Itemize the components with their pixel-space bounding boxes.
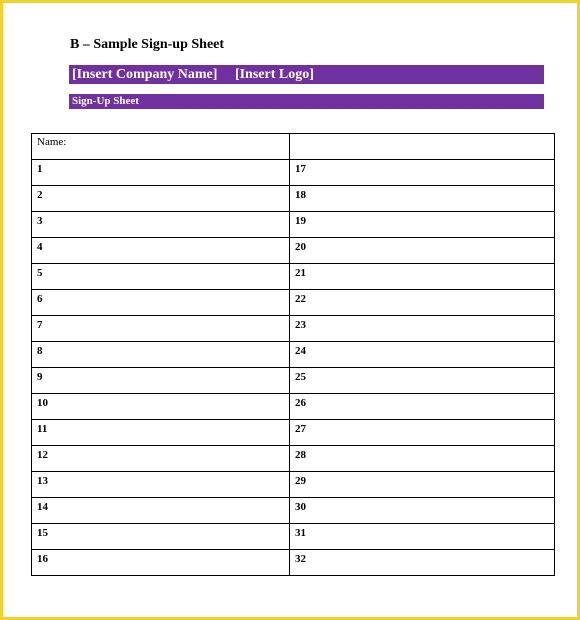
table-row: [32, 368, 555, 394]
header-empty-cell[interactable]: [290, 134, 555, 160]
signup-cell-left[interactable]: 3: [32, 212, 290, 238]
logo-placeholder: [Insert Logo]: [234, 67, 314, 82]
signup-cell-left[interactable]: 4: [32, 238, 290, 264]
signup-cell-right[interactable]: 31: [290, 524, 555, 550]
signup-cell-right[interactable]: 21: [290, 264, 555, 290]
signup-cell-left[interactable]: 13: [32, 472, 290, 498]
signup-cell-right[interactable]: 22: [290, 290, 555, 316]
signup-cell-left[interactable]: 10: [32, 394, 290, 420]
signup-cell-left[interactable]: 2: [32, 186, 290, 212]
table-row: [32, 342, 555, 368]
company-name-placeholder: [Insert Company Name]: [72, 67, 218, 82]
signup-cell-right[interactable]: 24: [290, 342, 555, 368]
table-row: [32, 550, 555, 576]
signup-cell-right[interactable]: 29: [290, 472, 555, 498]
table-row: [32, 472, 555, 498]
table-row: [32, 212, 555, 238]
signup-cell-left[interactable]: 6: [32, 290, 290, 316]
company-banner: [69, 65, 544, 84]
signup-cell-left[interactable]: 1: [32, 160, 290, 186]
signup-cell-left[interactable]: 9: [32, 368, 290, 394]
table-row: [32, 264, 555, 290]
signup-cell-left[interactable]: 15: [32, 524, 290, 550]
signup-cell-right[interactable]: 23: [290, 316, 555, 342]
signup-cell-left[interactable]: 12: [32, 446, 290, 472]
table-row: [32, 498, 555, 524]
document-title: B – Sample Sign-up Sheet: [70, 37, 225, 52]
name-header-cell[interactable]: Name:: [32, 134, 290, 160]
signup-cell-left[interactable]: 8: [32, 342, 290, 368]
signup-cell-right[interactable]: 28: [290, 446, 555, 472]
table-row: [32, 290, 555, 316]
table-row: [32, 186, 555, 212]
table-row: [32, 160, 555, 186]
signup-cell-right[interactable]: 20: [290, 238, 555, 264]
table-row: [32, 446, 555, 472]
table-row: [32, 316, 555, 342]
signup-cell-left[interactable]: 7: [32, 316, 290, 342]
signup-cell-right[interactable]: 32: [290, 550, 555, 576]
table-header-row: [32, 134, 555, 160]
signup-cell-right[interactable]: 17: [290, 160, 555, 186]
table-row: [32, 238, 555, 264]
signup-table-body: [32, 134, 555, 576]
signup-cell-left[interactable]: 5: [32, 264, 290, 290]
table-row: [32, 394, 555, 420]
signup-cell-right[interactable]: 27: [290, 420, 555, 446]
signup-cell-left[interactable]: 11: [32, 420, 290, 446]
section-title: Sign-Up Sheet: [69, 94, 544, 109]
signup-cell-right[interactable]: 26: [290, 394, 555, 420]
signup-cell-right[interactable]: 19: [290, 212, 555, 238]
signup-cell-right[interactable]: 18: [290, 186, 555, 212]
signup-cell-right[interactable]: 25: [290, 368, 555, 394]
table-row: [32, 420, 555, 446]
signup-cell-left[interactable]: 16: [32, 550, 290, 576]
signup-cell-right[interactable]: 30: [290, 498, 555, 524]
table-row: [32, 524, 555, 550]
signup-cell-left[interactable]: 14: [32, 498, 290, 524]
signup-table: [31, 133, 555, 576]
